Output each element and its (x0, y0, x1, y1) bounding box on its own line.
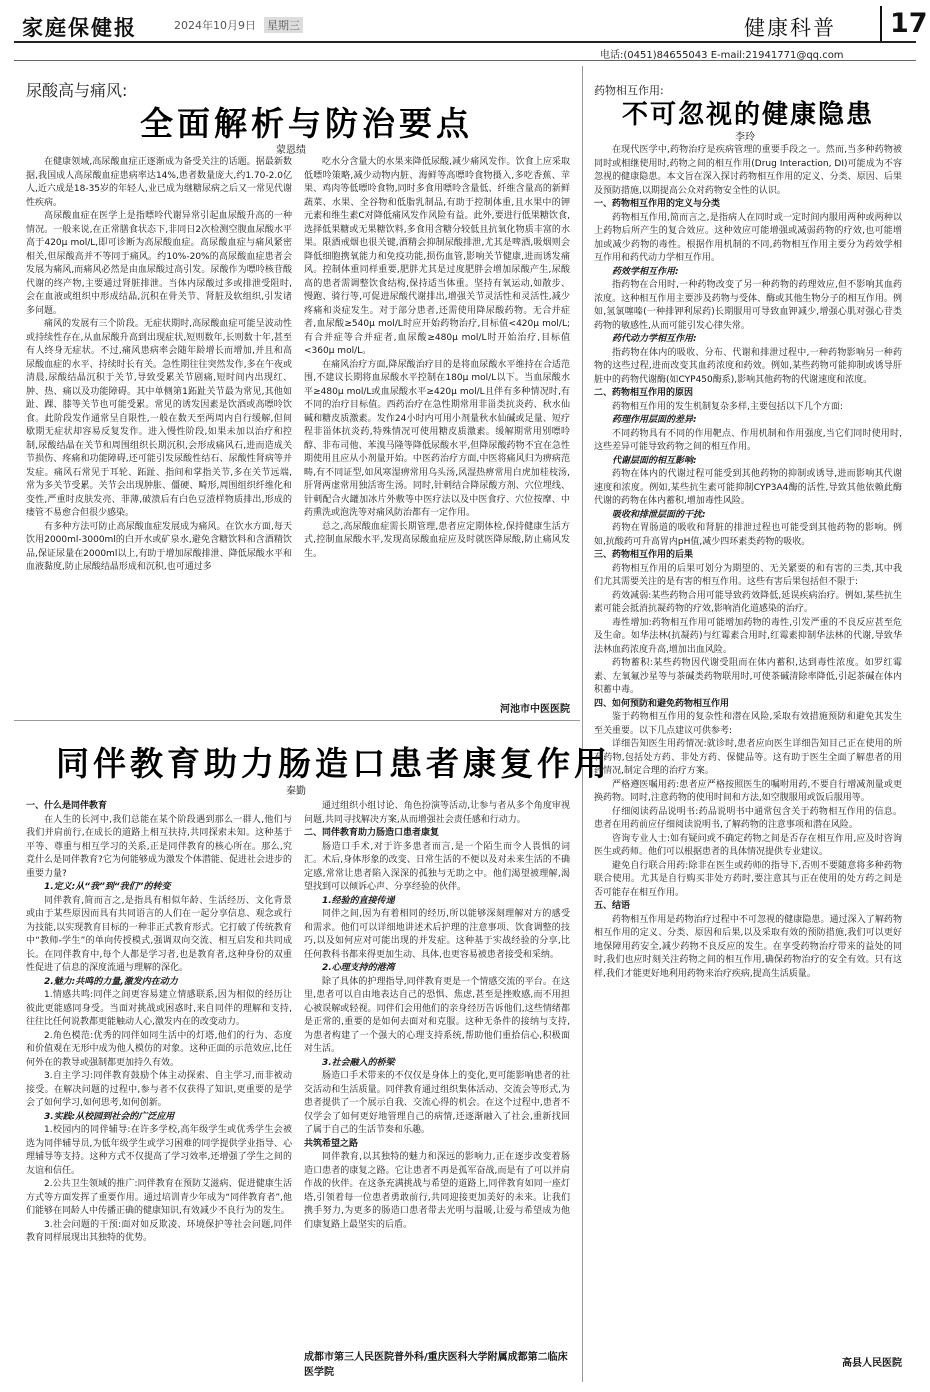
article1-title: 全面解析与防治要点 (140, 104, 473, 143)
section-heading: 五、结语 (594, 901, 631, 911)
paragraph: 吃水分含量大的水果来降低尿酸,减少痛风发作。饮食上应采取低嘌呤策略,减少动物内脏、海鲜等高嘌呤食物摄入,多吃香蕉、苹果、鸡肉等低嘌呤食物,同时多食用嘌呤含量低、纤维含量高的新鲜蔬菜、水果、全谷物和低脂乳制品,有助于控制体重,且水果中的钾元素和维生素C对降低痛风发作风险有益。此外,要进行低果糖饮食,选择低果糖或无果糖饮料,多食用含糖分较低且抗氧化物质丰富的水果。限酒戒烟也很关键,酒精会抑制尿酸排泄,尤其是啤酒,吸烟则会降低细胞携氧能力和免疫功能,损伤血管,影响关节健康,进而诱发痛风。控制体重同样重要,肥胖尤其是过度肥胖会增加尿酸产生,尿酸高的患者需调整饮食结构,保持适当体重。坚持有氧运动,如散步、慢跑、骑行等,可促进尿酸代谢排出,增强关节灵活性和灵活性,减少疼痛和炎症发生。对于部分患者,还需使用降尿酸药物。无合并症者,血尿酸≥540μ mol/L时应开始药物治疗,目标值<420μ mol/L;有合并症等合并症者,血尿酸≥480μ mol/L时开始治疗,目标值<360μ mol/L。 (304, 157, 570, 356)
paragraph: 药物在体内的代谢过程可能受到其他药物的抑制或诱导,进而影响其代谢速度和浓度。例如,某些抗生素可能抑制CYP3A4酶的活性,导致其他依赖此酶代谢的药物在体内蓄积,增加毒性风险。 (594, 469, 902, 506)
paragraph: 在人生的长河中,我们总能在某个阶段遇到那么一群人,他们与我们并肩前行,在成长的道路上相互扶持,共同探索未知。这种基于平等、尊重与相互学习的关系,正是同伴教育的核心所在。那么,究竟什么是同伴教育?它为何能够成为激发个体潜能、促进社会进步的重要力量? (26, 814, 292, 879)
contact-rule (14, 60, 916, 61)
paragraph: 在痛风治疗方面,降尿酸治疗目的是将血尿酸水平维持在合适范围,不建议长期将血尿酸水平控制在180μ mol/L以下。当血尿酸水平≥480μ mol/L或血尿酸水平≥420μ mol/L且伴有多种情况时,有不同的治疗目标值。西药治疗在急性期常用非甾类抗炎药、秋水仙碱和糖皮质激素。发作24小时内可用小剂量秋水仙碱或足量、短疗程非甾体抗炎药,特殊情况可使用糖皮质激素。缓解期常用别嘌呤醇、非布司他、苯溴马隆等降低尿酸水平,但降尿酸药物不宜在急性期使用且应从小剂量开始。中医药治疗方面,中医将痛风归为痹病范畴,有不同证型,如风寒湿痹常用乌头汤,风湿热痹常用白虎加桂枝汤,肝肾两虚常用独活寄生汤。同时,针刺结合降尿酸方剂、穴位埋线、针刺配合火罐加冰片外敷等中医疗法以及中医食疗、穴位按摩、中药熏洗或泡洗等对痛风防治都有一定作用。 (304, 359, 570, 518)
paragraph: 药物相互作用的后果可划分为期望的、无关紧要的和有害的三类,其中我们尤其需要关注的是有害的相互作用。这些有害后果包括但不限于: (594, 563, 902, 587)
article1-kicker: 尿酸高与痛风: (26, 81, 128, 100)
subheading: 代谢层面的相互影响: (612, 455, 697, 466)
section-title: 健康科普 (744, 16, 836, 40)
section-heading: 二、药物相互作用的原因 (594, 388, 694, 398)
paragraph: 指药物在合用时,一种药物改变了另一种药物的药理效应,但不影响其血药浓度。这种相互作用主要涉及药物与受体、酶或其他生物分子的相互作用。例如,氢氯噻嗪(一种排钾利尿药)长期服用可导致血钾减少,增强心肌对强心苷类药物的敏感性,从而可能引发心律失常。 (594, 280, 902, 331)
paragraph: 不同药物具有不同的作用靶点、作用机制和作用强度,当它们同时使用时,这些差异可能导致药物之间的相互作用。 (594, 428, 902, 452)
subheading: 3.社会融入的桥梁 (322, 1057, 395, 1068)
paragraph: 药物相互作用的发生机制复杂多样,主要包括以下几个方面: (612, 401, 843, 412)
paragraph: 总之,高尿酸血症需长期管理,患者应定期体检,保持健康生活方式,控制血尿酸水平,发现高尿酸血症应及时就医降尿酸,防止痛风发生。 (304, 521, 570, 559)
paragraph: 3.自主学习:同伴教育鼓励个体主动探索、自主学习,而非被动接受。在解决问题的过程中,参与者不仅获得了知识,更重要的是学会了如何学习,如何思考,如何创新。 (26, 1071, 292, 1108)
issue-date: 2024年10月9日 (174, 19, 256, 32)
article1-column-1 (26, 156, 292, 704)
paragraph: 避免自行联合用药:除非在医生或药师的指导下,否则不要随意将多种药物联合使用。尤其是自行购买非处方药时,要注意其与正在使用的处方药之间是否可能存在相互作用。 (594, 860, 902, 898)
article1-author: 蒙恩绩 (276, 145, 306, 156)
paragraph: 仔细阅读药品说明书:药品说明书中通常包含关于药物相互作用的信息。患者在用药前应仔细阅读说明书,了解药物的注意事项和潜在风险。 (594, 806, 902, 830)
issue-weekday: 星期三 (264, 17, 303, 33)
article2-column-1 (26, 800, 292, 1380)
paragraph: 1.情感共鸣:同伴之间更容易建立情感联系,因为相似的经历让彼此更能感同身受。当面对挑战或困惑时,来自同伴的理解和支持,往往比任何说教都更能触动人心,激发内在的改变动力。 (26, 990, 292, 1027)
paragraph: 肠造口手术,对于许多患者而言,是一个陌生而令人畏惧的词汇。术后,身体形象的改变、日常生活的不便以及对未来生活的不确定感,常常让患者陷入深深的孤独与无助之中。他们渴望被理解,渴望找到可以倾诉心声、分享经验的伙伴。 (304, 841, 570, 892)
paragraph: 除了具体的护理指导,同伴教育更是一个情感交流的平台。在这里,患者可以自由地表达自己的恐惧、焦虑,甚至是挫败感,而不用担心被误解或轻视。同伴们会用他们的亲身经历告诉他们,这些情绪都是正常的,重要的是如何去面对和克服。这种无条件的接纳与支持,为患者构建了一个强大的心理支持系统,帮助他们重拾信心,积极面对生活。 (304, 976, 570, 1054)
contact-line: 电话:(0451)84655043 E-mail:21941771@qq.com (600, 50, 844, 61)
article-separator (14, 720, 580, 721)
paragraph: 在健康领域,高尿酸血症正逐渐成为备受关注的话题。据最新数据,我国成人高尿酸血症患病率达14%,患者数量庞大,约1.70-2.0亿人,近六成是18-35岁的年轻人,业已成为继糖尿病之后又一常见代谢性疾病。 (26, 157, 292, 208)
subheading: 1.经验的直接传递 (322, 895, 395, 906)
article3-affiliation: 高县人民医院 (842, 1358, 902, 1369)
paragraph: 严格遵医嘱用药:患者应严格按照医生的嘱咐用药,不要自行增减剂量或更换药物。同时,注意药物的使用时间和方法,如空腹服用或饭后服用等。 (594, 779, 902, 803)
paragraph: 毒性增加:药物相互作用可能增加药物的毒性,引发严重的不良反应甚至危及生命。如华法林(抗凝药)与红霉素合用时,红霉素抑制华法林的代谢,导致华法林血药浓度升高,增加出血风险。 (594, 617, 902, 655)
section-heading: 一、什么是同伴教育 (26, 801, 108, 811)
article2-author: 秦勤 (286, 786, 306, 797)
paragraph: 同伴教育,以其独特的魅力和深远的影响力,正在逐步改变着肠造口患者的康复之路。它让患者不再是孤军奋战,而是有了可以并肩作战的伙伴。在这条充满挑战与希望的道路上,同伴教育如同一座灯塔,引领着每一位患者勇敢前行,共同迎接更加美好的未来。让我们携手努力,为更多的肠造口患者带去光明与温暖,让爱与希望成为他们康复路上最坚实的后盾。 (304, 1152, 570, 1230)
subheading: 药理作用层面的差异: (612, 415, 697, 425)
paragraph: 痛风的发展有三个阶段。无症状期时,高尿酸血症可能呈波动性或持续性存在,从血尿酸升高到出现症状,短则数年,长则数十年,甚至有人终身无症状。不过,痛风患病率会随年龄增长而增加,并且和高尿酸血症的水平、持续时长有关。急性期往往突然发作,多在午夜或清晨,尿酸结晶沉积于关节,导致受累关节剧痛,短时间内出现红、肿、热、痛以及功能障碍。其中单侧第1跖趾关节最为常见,其他如趾、踝、膝等关节也可能受累。常见的诱发因素是饮酒或高嘌呤饮食。此阶段发作通常呈自限性,一般在数天至两周内自行缓解,但间歇期无症状却容易反复发作。进入慢性阶段,如果未加以治疗和控制,尿酸结晶在关节和周围组织长期沉积,会形成痛风石,进而造成关节损伤、疼痛和功能障碍,还可能引发尿酸性结石、尿酸性肾病等并发症。痛风石常见于耳轮、跖趾、指间和掌指关节,多在关节远端,常为多关节受累。关节会出现肿胀、僵硬、畸形,周围组织纤维化和变性,严重时皮肤发亮、菲薄,破溃后有白色豆渣样物质排出,形成的瘘管不易愈合但很少感染。 (26, 319, 292, 518)
paragraph: 2.角色模范:优秀的同伴如同生活中的灯塔,他们的行为、态度和价值观在无形中成为他人模仿的对象。这种正面的示范效应,比任何外在的教导或强制都更加持久有效。 (26, 1030, 292, 1068)
paragraph: 药物蓄积:某些药物因代谢受阻而在体内蓄积,达到毒性浓度。如罗红霉素、左氧氟沙星等与茶碱类药物联用时,可使茶碱清除率降低,引起茶碱在体内积蓄中毒。 (594, 658, 902, 695)
paragraph: 药物相互作用,简而言之,是指病人在同时或一定时间内服用两种或两种以上药物后所产生的复合效应。这种效应可能增强或减弱药物的疗效,也可能增加或减少药物的毒性。根据作用机制的不同,药物相互作用主要分为药效学相互作用和药代动力学相互作用。 (594, 212, 902, 263)
paragraph: 详细告知医生用药情况:就诊时,患者应向医生详细告知目己正在使用的所有药物,包括处方药、非处方药、保健品等。这有助于医生全面了解患者的用药情况,制定合理的治疗方案。 (594, 739, 902, 776)
article3-author: 李玲 (735, 132, 755, 143)
subheading: 2.心理支持的港湾 (322, 963, 395, 973)
article3-body (594, 144, 902, 1352)
column-divider (582, 66, 583, 1382)
paragraph: 咨询专业人士:如有疑问或不确定药物之间是否存在相互作用,应及时咨询医生或药师。他们可以根据患者的具体情况提供专业建议。 (594, 833, 902, 857)
subheading: 药效学相互作用: (612, 266, 679, 277)
section-heading: 三、药物相互作用的后果 (594, 550, 694, 560)
article3-title: 不可忽视的健康隐患 (622, 100, 875, 130)
paragraph: 药物相互作用是药物治疗过程中不可忽视的健康隐患。通过深入了解药物相互作用的定义、分类、原因和后果,以及采取有效的预防措施,我们可以更好地保障用药安全,减少药物不良反应的发生。在享受药物治疗带来的益处的同时,我们也应时刻关注药物之间的相互作用,确保药物治疗的安全有效。只有这样,我们才能更好地利用药物来治疗疾病,提高生活质量。 (594, 914, 902, 979)
subheading: 吸收和排泄层面的干扰: (612, 509, 706, 520)
article2-affiliation: 成都市第三人民医院普外科/重庆医科大学附属成都第二临床医学院 (304, 1352, 568, 1378)
newspaper-name: 家庭保健报 (22, 15, 137, 40)
article1-affiliation: 河池市中医医院 (500, 704, 570, 715)
subheading: 药代动力学相互作用: (612, 334, 697, 344)
paragraph: 通过组织小组讨论、角色扮演等活动,让参与者从多个角度审视问题,共同寻找解决方案,从而增强社会责任感和行动力。 (304, 801, 570, 825)
article1-column-2 (304, 156, 570, 684)
masthead-rule (14, 41, 916, 43)
subheading: 1.定义:从“我”到“我们”的转变 (44, 882, 171, 892)
masthead (14, 6, 928, 46)
paragraph: 药效减弱:某些药物合用可能导致药效降低,延误疾病治疗。例如,某些抗生素可能会抵消抗凝药物的疗效,影响消化道感染的治疗。 (594, 590, 902, 614)
subheading: 2.魅力:共鸣的力量,激发内在动力 (44, 976, 178, 987)
subheading: 3.实践:从校园到社会的广泛应用 (44, 1111, 175, 1122)
section-heading: 共筑希望之路 (304, 1138, 359, 1149)
paragraph: 药物在胃肠道的吸收和肾脏的排泄过程也可能受到其他药物的影响。例如,抗酸药可升高胃内pH值,减少四环素类药物的吸收。 (594, 523, 902, 547)
paragraph: 指药物在体内的吸收、分布、代谢和排泄过程中,一种药物影响另一种药物的这些过程,进而改变其血药浓度和药效。例如,某些药物可能抑制或诱导肝脏中的药物代谢酶(如CYP450酶系),影响其他药物的代谢速度和浓度。 (594, 347, 902, 385)
paragraph: 1.校园内的同伴辅导:在许多学校,高年级学生或优秀学生会被选为同伴辅导员,为低年级学生或学习困难的同学提供学业指导、心理辅导等支持。这种方式不仅提高了学习效率,还增强了学生之间的友谊和信任。 (26, 1125, 292, 1176)
page-number: 17 (880, 6, 928, 42)
paragraph: 同伴教育,简而言之,是指具有相似年龄、生活经历、文化背景或由于某些原因而具有共同语言的人们在一起分享信息、观念或行为技能,以实现教育目标的一种非正式教育形式。它打破了传统教育中“教师-学生”的单向传授模式,强调双向交流、相互启发和共同成长。在同伴教育中,每个人都是学习者,也是教育者,这种身份的双重性促进了信息的深度流通与理解的深化。 (26, 895, 292, 973)
paragraph: 同伴之间,因为有着相同的经历,所以能够深刻理解对方的感受和需求。他们可以详细地讲述术后护理的注意事项、饮食调整的技巧,以及如何应对可能出现的并发症。这种基于实战经验的分享,比任何教科书都来得更加生动、具体,也更容易被患者接受和采纳。 (304, 909, 570, 960)
article2-column-2 (304, 800, 570, 1352)
section-heading: 二、同伴教育助力肠造口患者康复 (304, 828, 440, 838)
paragraph: 3.社会问题的干预:面对如反欺凌、环境保护等社会问题,同伴教育同样展现出其独特的优势。 (26, 1219, 292, 1243)
paragraph: 高尿酸血症在医学上是指嘌呤代谢异常引起血尿酸升高的一种情况。一般来说,在正常膳食状态下,非同日2次检测空腹血尿酸水平高于420μ mol/L,即可诊断为高尿酸血症。高尿酸血症与痛风紧密相关,但尿酸高并不等同于痛风。约10%-20%的高尿酸血症患者会发展为痛风,而痛风必然是由血尿酸过高引发。尿酸作为嘌呤核苷酸代谢的终产物,主要通过肾脏排泄。当体内尿酸过多或排泄受阻时,会在血液或组织中形成结晶,沉积在骨关节、肾脏及软组织,引发诸多问题。 (26, 211, 292, 316)
paragraph: 有多种方法可防止高尿酸血症发展成为痛风。在饮水方面,每天饮用2000ml-3000ml的白开水或矿泉水,避免含糖饮料和含酒精饮品,保证尿量在2000ml以上,有助于增加尿酸排泄、降低尿酸水平和血液黏度,防止尿酸结晶形成和沉积,也可通过多 (26, 521, 292, 572)
paragraph: 肠造口手术带来的不仅仅是身体上的变化,更可能影响患者的社交活动和生活质量。同伴教育通过组织集体活动、交流会等形式,为患者提供了一个展示自我、交流心得的机会。在这个过程中,患者不仅学会了如何更好地管理自己的病情,还逐渐融入了社会,重新找回了属于自己的生活节奏和乐趣。 (304, 1071, 570, 1135)
paragraph: 2.公共卫生领域的推广:同伴教育在预防艾滋病、促进健康生活方式等方面发挥了重要作用。通过培训青少年成为“同伴教育者”,他们能够在同龄人中传播正确的健康知识,有效减少不良行为的发生。 (26, 1179, 292, 1216)
section-heading: 四、如何预防和避免药物相互作用 (594, 698, 730, 709)
paragraph: 在现代医学中,药物治疗是疾病管理的重要手段之一。然而,当多种药物被同时或相继使用时,药物之间的相互作用(Drug Interaction, DI)可能成为不容忽视的健康隐患。本文旨在深入探讨药物相互作用的定义、分类、原因、后果及预防措施,以期提高公众对药物安全性的认识。 (594, 145, 902, 196)
article2-title: 同伴教育助力肠造口患者康复作用 (56, 744, 611, 783)
paragraph: 鉴于药物相互作用的复杂性和潜在风险,采取有效措施预防和避免其发生至关重要。以下几点建议可供参考: (594, 712, 902, 736)
section-heading: 一、药物相互作用的定义与分类 (594, 199, 721, 209)
article3-kicker: 药物相互作用: (594, 84, 664, 97)
